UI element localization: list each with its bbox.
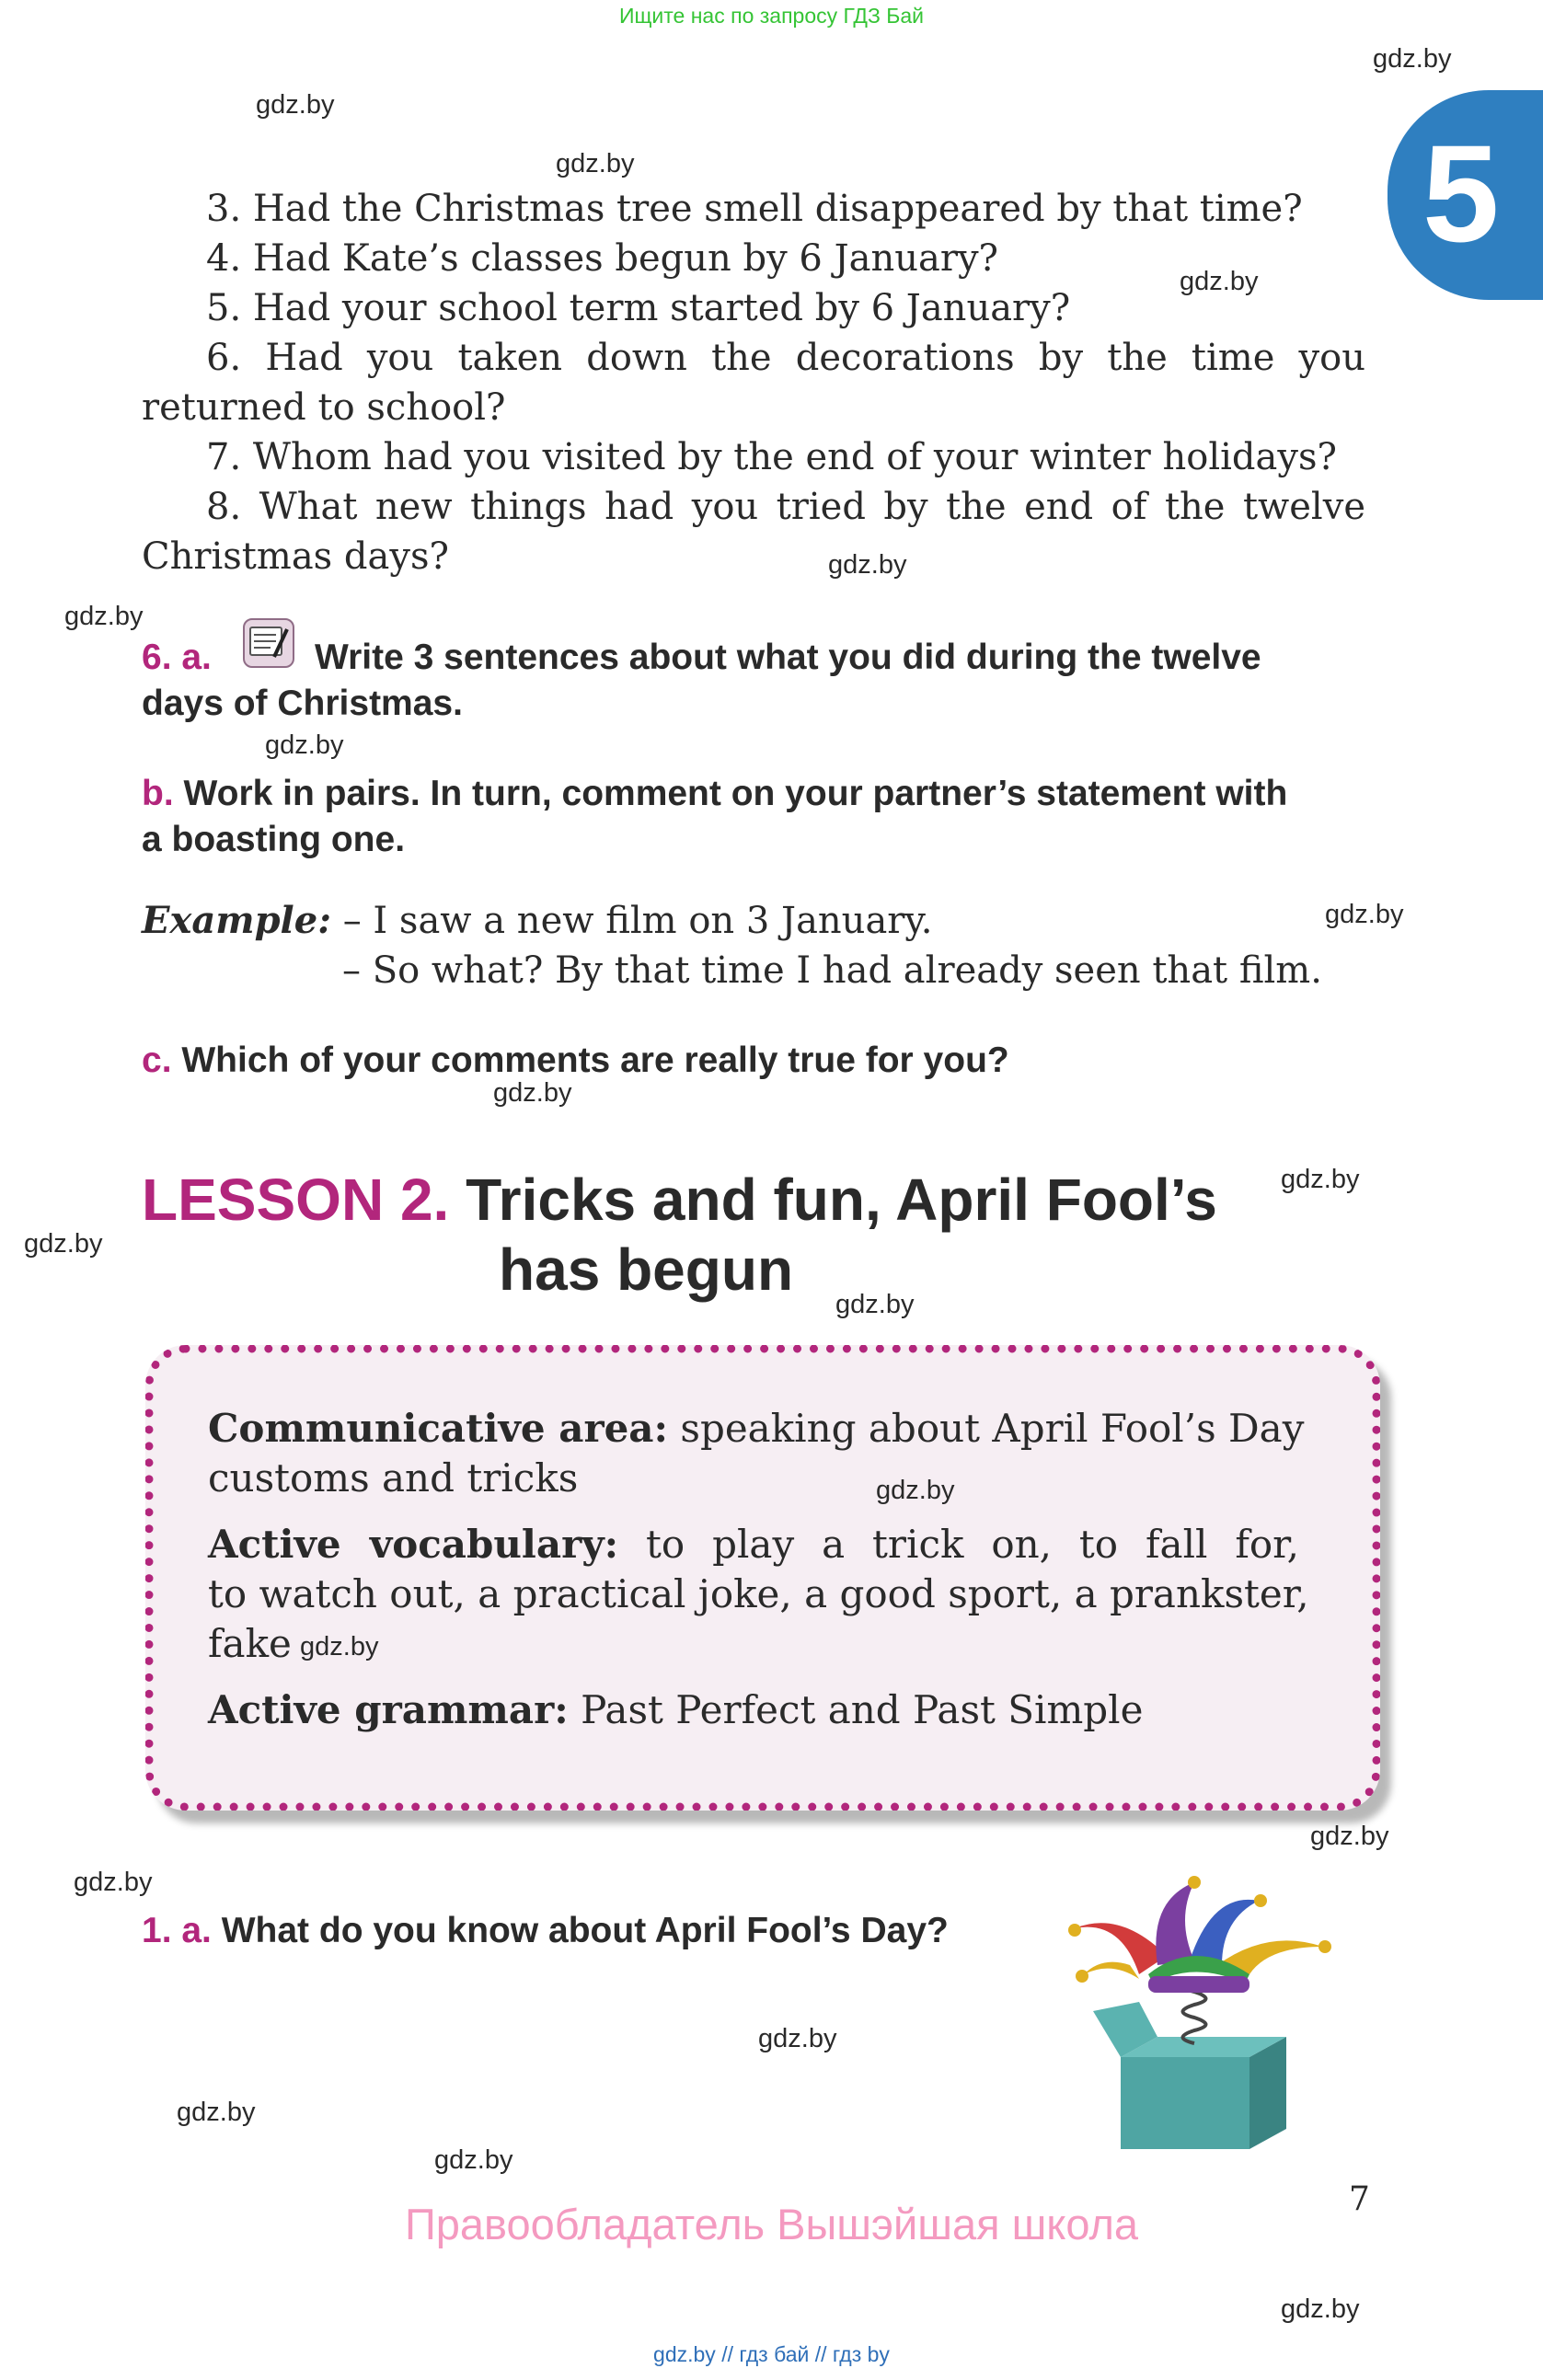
question-5: 5. Had your school term started by 6 January?: [206, 287, 1071, 329]
watermark: gdz.by: [758, 2024, 837, 2053]
watermark: gdz.by: [1373, 44, 1452, 74]
watermark: gdz.by: [876, 1476, 955, 1505]
jester-hat-illustration: [1065, 1873, 1341, 2151]
writing-icon: [243, 618, 294, 668]
watermark: gdz.by: [265, 730, 344, 760]
watermark: gdz.by: [1281, 2294, 1360, 2324]
watermark: gdz.by: [74, 1868, 153, 1897]
watermark: gdz.by: [256, 90, 335, 120]
lesson-title-cont: has begun: [499, 1236, 794, 1303]
watermark: gdz.by: [556, 149, 635, 178]
task-6a-text: Write 3 sentences about what you did during the twelve: [315, 638, 1261, 677]
watermark: gdz.by: [1325, 900, 1404, 929]
communicative-area-cont: customs and tricks: [208, 1455, 579, 1500]
example-line1: Example: – I saw a new film on 3 January.: [142, 899, 933, 942]
question-7: 7. Whom had you visited by the end of your winter holidays?: [206, 436, 1337, 478]
chapter-number: 5: [1422, 116, 1500, 270]
question-8-line2: Christmas days?: [142, 535, 449, 578]
footer-links: gdz.by // гдз бай // гдз by: [653, 2342, 890, 2366]
watermark: gdz.by: [1180, 267, 1259, 296]
task-6a-number: 6. a.: [142, 638, 212, 677]
example-line2: – So what? By that time I had already seen that film.: [342, 949, 1322, 992]
task-6c: c. Which of your comments are really true for you?: [142, 1041, 1009, 1080]
active-grammar: Active grammar: Past Perfect and Past Simple: [208, 1687, 1144, 1732]
watermark: gdz.by: [1310, 1822, 1389, 1851]
active-vocabulary: Active vocabulary: to play a trick on, to fall for,: [208, 1522, 1299, 1567]
active-vocabulary-cont: to watch out, a practical joke, a good sport, a prankster,: [208, 1571, 1309, 1616]
question-4: 4. Had Kate’s classes begun by 6 January?: [206, 237, 998, 280]
communicative-area: Communicative area: speaking about April Fool’s Day: [208, 1406, 1305, 1451]
question-8-line1: 8. What new things had you tried by the end of the twelve: [206, 486, 1365, 528]
task-1a: 1. a. What do you know about April Fool’s Day?: [142, 1911, 949, 1950]
question-6-line1: 6. Had you taken down the decorations by the time you: [206, 337, 1365, 379]
question-6-line2: returned to school?: [142, 386, 506, 429]
watermark: gdz.by: [434, 2145, 513, 2175]
watermark: gdz.by: [177, 2098, 256, 2127]
lesson-title: LESSON 2. Tricks and fun, April Fool’s: [142, 1167, 1217, 1233]
task-6b-cont: a boasting one.: [142, 820, 406, 859]
example-label: Example:: [142, 899, 331, 942]
task-6b: b. Work in pairs. In turn, comment on your partner’s statement with: [142, 774, 1288, 813]
search-hint: Ищите нас по запросу ГДЗ Бай: [618, 4, 925, 28]
active-vocabulary-end: fake: [208, 1621, 292, 1666]
watermark: gdz.by: [828, 550, 907, 580]
page-number: 7: [1349, 2180, 1370, 2218]
copyright-notice: Правообладатель Вышэйшая школа: [404, 2200, 1139, 2248]
watermark: gdz.by: [64, 602, 144, 631]
chapter-tab: [1388, 90, 1543, 300]
watermark: gdz.by: [300, 1632, 379, 1661]
watermark: gdz.by: [835, 1290, 915, 1319]
task-6a-text-cont: days of Christmas.: [142, 684, 463, 723]
watermark: gdz.by: [1281, 1165, 1360, 1194]
question-3: 3. Had the Christmas tree smell disappeared by that time?: [206, 188, 1303, 230]
lesson-number: LESSON 2.: [142, 1167, 450, 1233]
watermark: gdz.by: [24, 1229, 103, 1259]
watermark: gdz.by: [493, 1078, 572, 1108]
